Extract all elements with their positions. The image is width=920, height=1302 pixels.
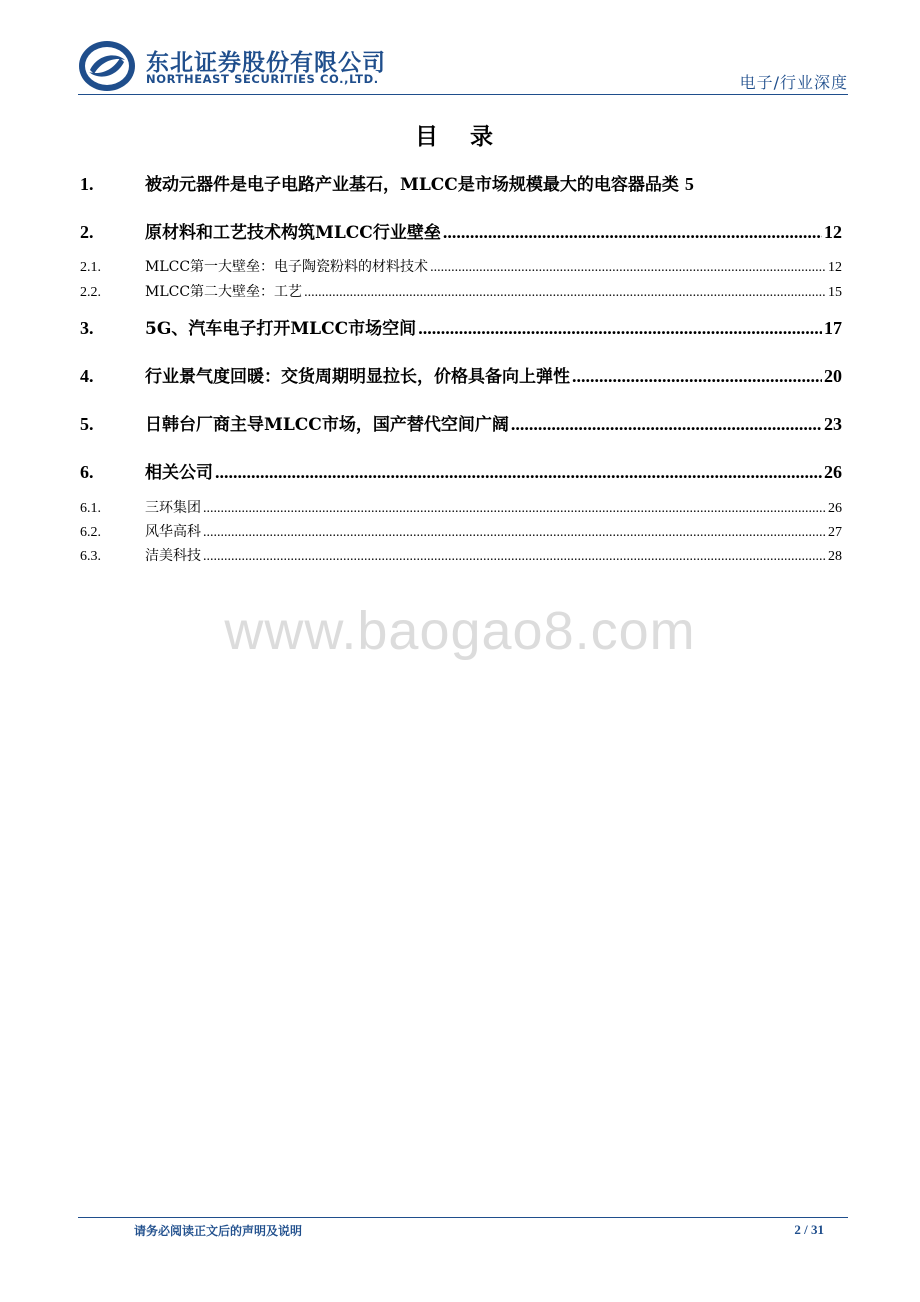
toc-entry-number: 2.1. <box>80 260 101 275</box>
toc-entry-number: 6.3. <box>80 549 101 564</box>
toc-leader-dots <box>203 501 826 517</box>
toc-entry-label: MLCC第二大壁垒：工艺 <box>145 284 303 300</box>
toc-leader-dots <box>572 366 822 387</box>
toc-entry-number: 6.2. <box>80 525 101 540</box>
toc-leader-dots <box>511 414 822 435</box>
toc-entry-label: MLCC第一大壁垒：电子陶瓷粉料的材料技术 <box>145 259 429 275</box>
toc-entry-page: 5 <box>684 174 694 194</box>
company-name-en: NORTHEAST SECURITIES CO.,LTD. <box>146 72 379 86</box>
toc-leader-dots <box>203 525 826 541</box>
toc-entry-page: 26 <box>828 501 842 516</box>
page-header <box>78 40 848 95</box>
toc-entry-page: 17 <box>824 318 842 338</box>
toc-entry-page: 23 <box>824 414 842 434</box>
toc-entry-page: 26 <box>824 462 842 482</box>
toc-entry-label: 相关公司 <box>145 463 213 483</box>
toc-entry-number: 6. <box>80 462 94 482</box>
page-indicator: 2 / 31 <box>794 1222 824 1237</box>
footer-disclaimer: 请务必阅读正文后的声明及说明 <box>134 1224 303 1238</box>
toc-entry-label: 行业景气度回暖：交货周期明显拉长，价格具备向上弹性 <box>145 367 570 387</box>
toc-entry-page: 20 <box>824 366 842 386</box>
toc-entry-number: 3. <box>80 318 94 338</box>
toc-leader-dots <box>304 285 826 301</box>
toc-title: 目 录 <box>414 124 505 150</box>
toc-entry-page: 12 <box>824 222 842 242</box>
toc-entry-label: 三环集团 <box>145 500 201 516</box>
toc-entry-number: 6.1. <box>80 501 101 516</box>
toc-entry-number: 1. <box>80 174 94 194</box>
company-name-cn: 东北证券股份有限公司 <box>146 50 386 76</box>
toc-entry-6-1[interactable] <box>80 497 842 517</box>
footer-divider <box>78 1217 848 1218</box>
toc-entry-label: 洁美科技 <box>145 548 201 564</box>
toc-entry-page: 12 <box>828 260 842 275</box>
toc-entry-label: 原材料和工艺技术构筑MLCC行业壁垒 <box>145 223 441 243</box>
toc-entry-number: 2.2. <box>80 285 101 300</box>
toc-entry-5[interactable] <box>80 410 842 436</box>
toc-leader-dots <box>215 462 822 483</box>
toc-entry-6[interactable] <box>80 458 842 484</box>
toc-entry-2-2[interactable] <box>80 281 842 301</box>
toc-entry-page: 27 <box>828 525 842 540</box>
toc-entry-label: 5G、汽车电子打开MLCC市场空间 <box>145 319 417 339</box>
watermark: www.baogao8.com <box>224 601 696 661</box>
toc-entry-number: 4. <box>80 366 94 386</box>
toc-entry-number: 2. <box>80 222 94 242</box>
toc-leader-dots <box>443 222 822 243</box>
toc-leader-dots <box>430 260 826 276</box>
toc-entry-2-1[interactable] <box>80 256 842 276</box>
toc-entry-label: 风华高科 <box>145 524 201 540</box>
toc-entry-label: 日韩台厂商主导MLCC市场，国产替代空间广阔 <box>145 415 509 435</box>
toc-entry-4[interactable] <box>80 362 842 388</box>
report-section-tag: 电子/行业深度 <box>739 73 848 92</box>
toc-leader-dots <box>418 318 822 339</box>
toc-entry-3[interactable] <box>80 314 842 340</box>
toc-entry-page: 28 <box>828 549 842 564</box>
header-divider <box>78 94 848 95</box>
toc-entry-page: 15 <box>828 285 842 300</box>
toc-entry-6-2[interactable] <box>80 521 842 541</box>
toc-entry-number: 5. <box>80 414 94 434</box>
toc-entry-label: 被动元器件是电子电路产业基石，MLCC是市场规模最大的电容器品类 <box>145 175 679 195</box>
toc-entry-2[interactable] <box>80 218 842 244</box>
company-logo-icon <box>78 40 136 92</box>
toc-entry-6-3[interactable] <box>80 545 842 565</box>
toc-leader-dots <box>203 549 826 565</box>
toc-entry-1[interactable] <box>80 170 842 196</box>
